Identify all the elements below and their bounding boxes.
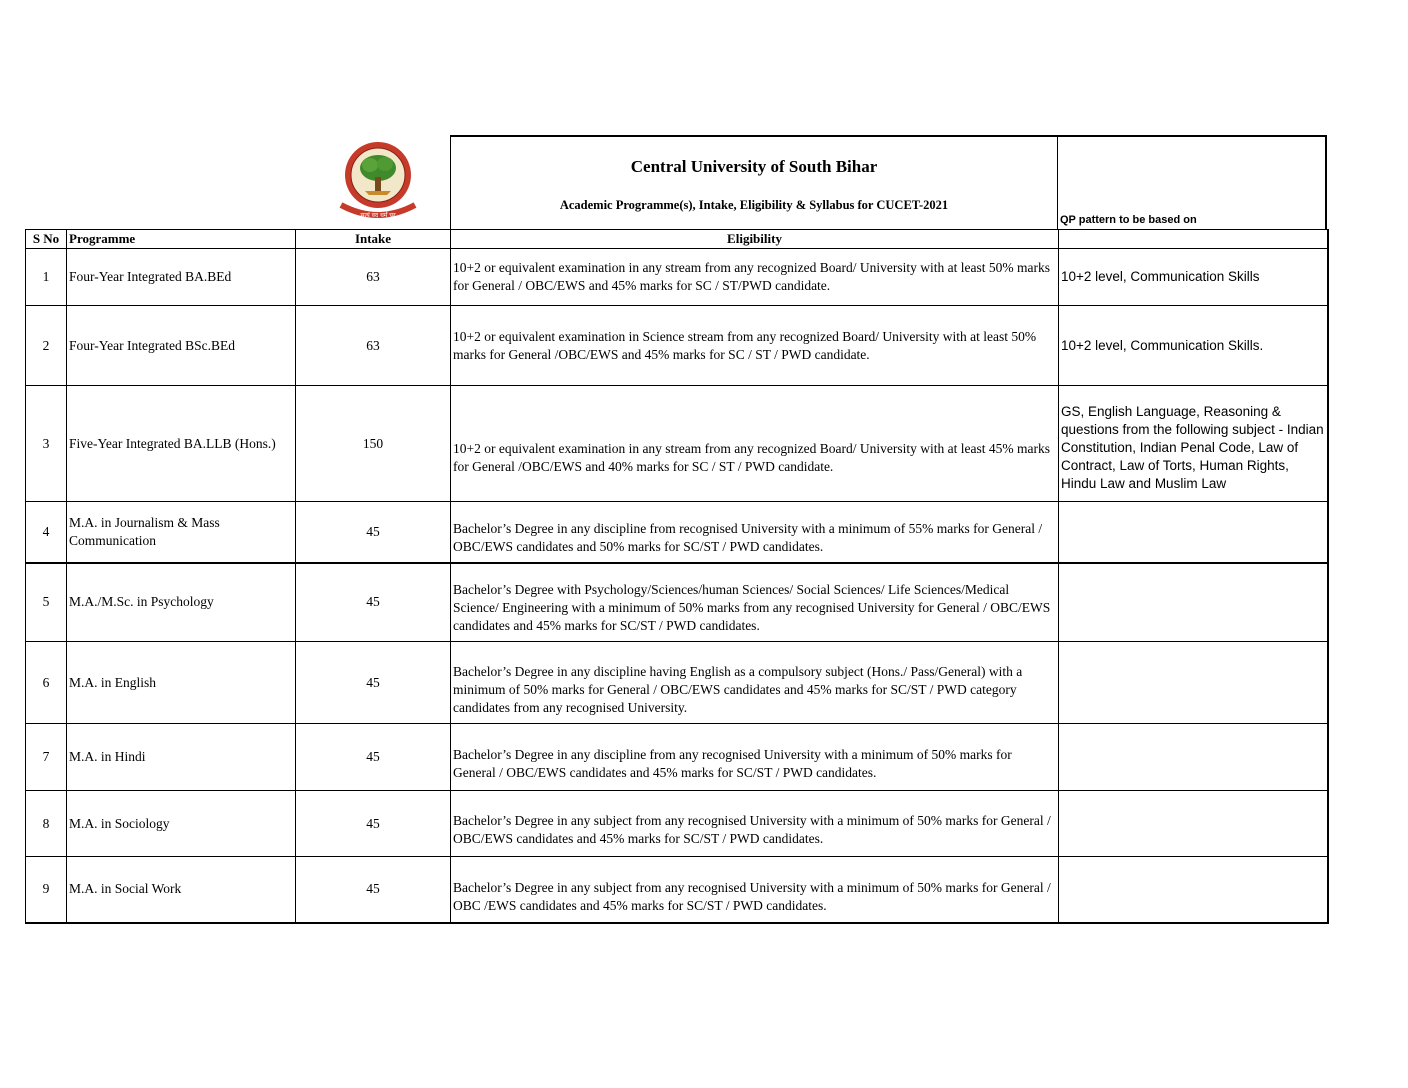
- row-intake: 45: [296, 857, 451, 923]
- row-eligibility: Bachelor’s Degree in any subject from any recognised University with a minimum of 50% marks for General / OBC/EWS candidates and 45% marks for SC/ST / PWD candidates.: [451, 791, 1059, 857]
- row-eligibility: 10+2 or equivalent examination in any stream from any recognized Board/ University with at least 45% marks for General /OBC/EWS and 40% marks for SC / ST / PWD candidate.: [451, 386, 1059, 502]
- row-programme: Four-Year Integrated BA.BEd: [67, 249, 296, 306]
- row-qp-pattern: [1059, 502, 1328, 563]
- row-sno: 4: [26, 502, 67, 563]
- row-qp-pattern: [1059, 724, 1328, 791]
- row-sno: 9: [26, 857, 67, 923]
- col-header-sno: S No: [26, 230, 67, 249]
- qp-pattern-heading: QP pattern to be based on: [1060, 214, 1197, 226]
- col-header-eligibility: Eligibility: [451, 230, 1059, 249]
- row-qp-pattern: 10+2 level, Communication Skills.: [1059, 306, 1328, 386]
- row-qp-pattern: [1059, 791, 1328, 857]
- row-programme: M.A. in Hindi: [67, 724, 296, 791]
- row-eligibility: Bachelor’s Degree in any discipline from any recognised University with a minimum of 50% marks for General / OBC/EWS candidates and 45% marks for SC/ST / PWD candidates.: [451, 724, 1059, 791]
- table-row: [26, 386, 1328, 502]
- row-intake: 45: [296, 791, 451, 857]
- col-header-programme: Programme: [67, 230, 296, 249]
- row-programme: M.A./M.Sc. in Psychology: [67, 563, 296, 642]
- table-row: [26, 306, 1328, 386]
- row-intake: 63: [296, 249, 451, 306]
- row-eligibility: Bachelor’s Degree in any subject from any recognised University with a minimum of 50% marks for General / OBC /EWS candidates and 45% marks for SC/ST / PWD candidates.: [451, 857, 1059, 923]
- table-row: [26, 724, 1328, 791]
- row-qp-pattern: 10+2 level, Communication Skills: [1059, 249, 1328, 306]
- table-row: [26, 502, 1328, 563]
- row-qp-pattern: [1059, 563, 1328, 642]
- col-header-qp: [1059, 230, 1328, 249]
- table-row: [26, 563, 1328, 642]
- row-intake: 63: [296, 306, 451, 386]
- row-sno: 2: [26, 306, 67, 386]
- row-eligibility: Bachelor’s Degree with Psychology/Sciences/human Sciences/ Social Sciences/ Life Sciences/Medical Science/ Engineering with a minimum of 50% marks from any recognised University for General / OBC/EWS candidates and 45% marks for SC/ST / PWD candidates.: [451, 563, 1059, 642]
- row-sno: 7: [26, 724, 67, 791]
- row-qp-pattern: GS, English Language, Reasoning & questions from the following subject - Indian Constitution, Indian Penal Code, Law of Contract, Law of Torts, Human Rights, Hindu Law and Muslim Law: [1059, 386, 1328, 502]
- row-programme: M.A. in Journalism & Mass Communication: [67, 502, 296, 563]
- row-programme: Four-Year Integrated BSc.BEd: [67, 306, 296, 386]
- row-sno: 6: [26, 642, 67, 724]
- row-eligibility: 10+2 or equivalent examination in any stream from any recognized Board/ University with at least 50% marks for General / OBC/EWS and 45% marks for SC / ST/PWD candidate.: [451, 249, 1059, 306]
- row-eligibility: Bachelor’s Degree in any discipline from recognised University with a minimum of 55% marks for General / OBC/EWS candidates and 50% marks for SC/ST / PWD candidates.: [451, 502, 1059, 563]
- programme-table: [25, 229, 1329, 924]
- col-header-intake: Intake: [296, 230, 451, 249]
- university-title: Central University of South Bihar: [630, 157, 878, 176]
- row-qp-pattern: [1059, 642, 1328, 724]
- row-programme: M.A. in Social Work: [67, 857, 296, 923]
- row-sno: 5: [26, 563, 67, 642]
- row-intake: 45: [296, 724, 451, 791]
- row-programme: Five-Year Integrated BA.LLB (Hons.): [67, 386, 296, 502]
- row-sno: 3: [26, 386, 67, 502]
- row-sno: 1: [26, 249, 67, 306]
- document-header: [450, 135, 1327, 230]
- row-intake: 45: [296, 563, 451, 642]
- table-row: [26, 249, 1328, 306]
- row-eligibility: 10+2 or equivalent examination in Science stream from any recognized Board/ University with at least 50% marks for General /OBC/EWS and 45% marks for SC / ST / PWD candidate.: [451, 306, 1059, 386]
- table-row: [26, 642, 1328, 724]
- header-divider: [1057, 137, 1058, 230]
- table-row: [26, 857, 1328, 923]
- row-intake: 45: [296, 642, 451, 724]
- table-row: [26, 791, 1328, 857]
- table-header-row: [26, 230, 1328, 249]
- logo-motto: सत्यं वद धर्मं चर: [360, 212, 396, 219]
- row-eligibility: Bachelor’s Degree in any discipline having English as a compulsory subject (Hons./ Pass/General) with a minimum of 50% marks for General / OBC/EWS candidates and 45% marks for SC/ST / PWD category candidates from any recognised University.: [451, 642, 1059, 724]
- row-intake: 150: [296, 386, 451, 502]
- row-intake: 45: [296, 502, 451, 563]
- university-logo: [335, 141, 421, 221]
- row-programme: M.A. in English: [67, 642, 296, 724]
- document-subtitle: Academic Programme(s), Intake, Eligibility & Syllabus for CUCET-2021: [559, 198, 949, 212]
- row-programme: M.A. in Sociology: [67, 791, 296, 857]
- row-sno: 8: [26, 791, 67, 857]
- row-qp-pattern: [1059, 857, 1328, 923]
